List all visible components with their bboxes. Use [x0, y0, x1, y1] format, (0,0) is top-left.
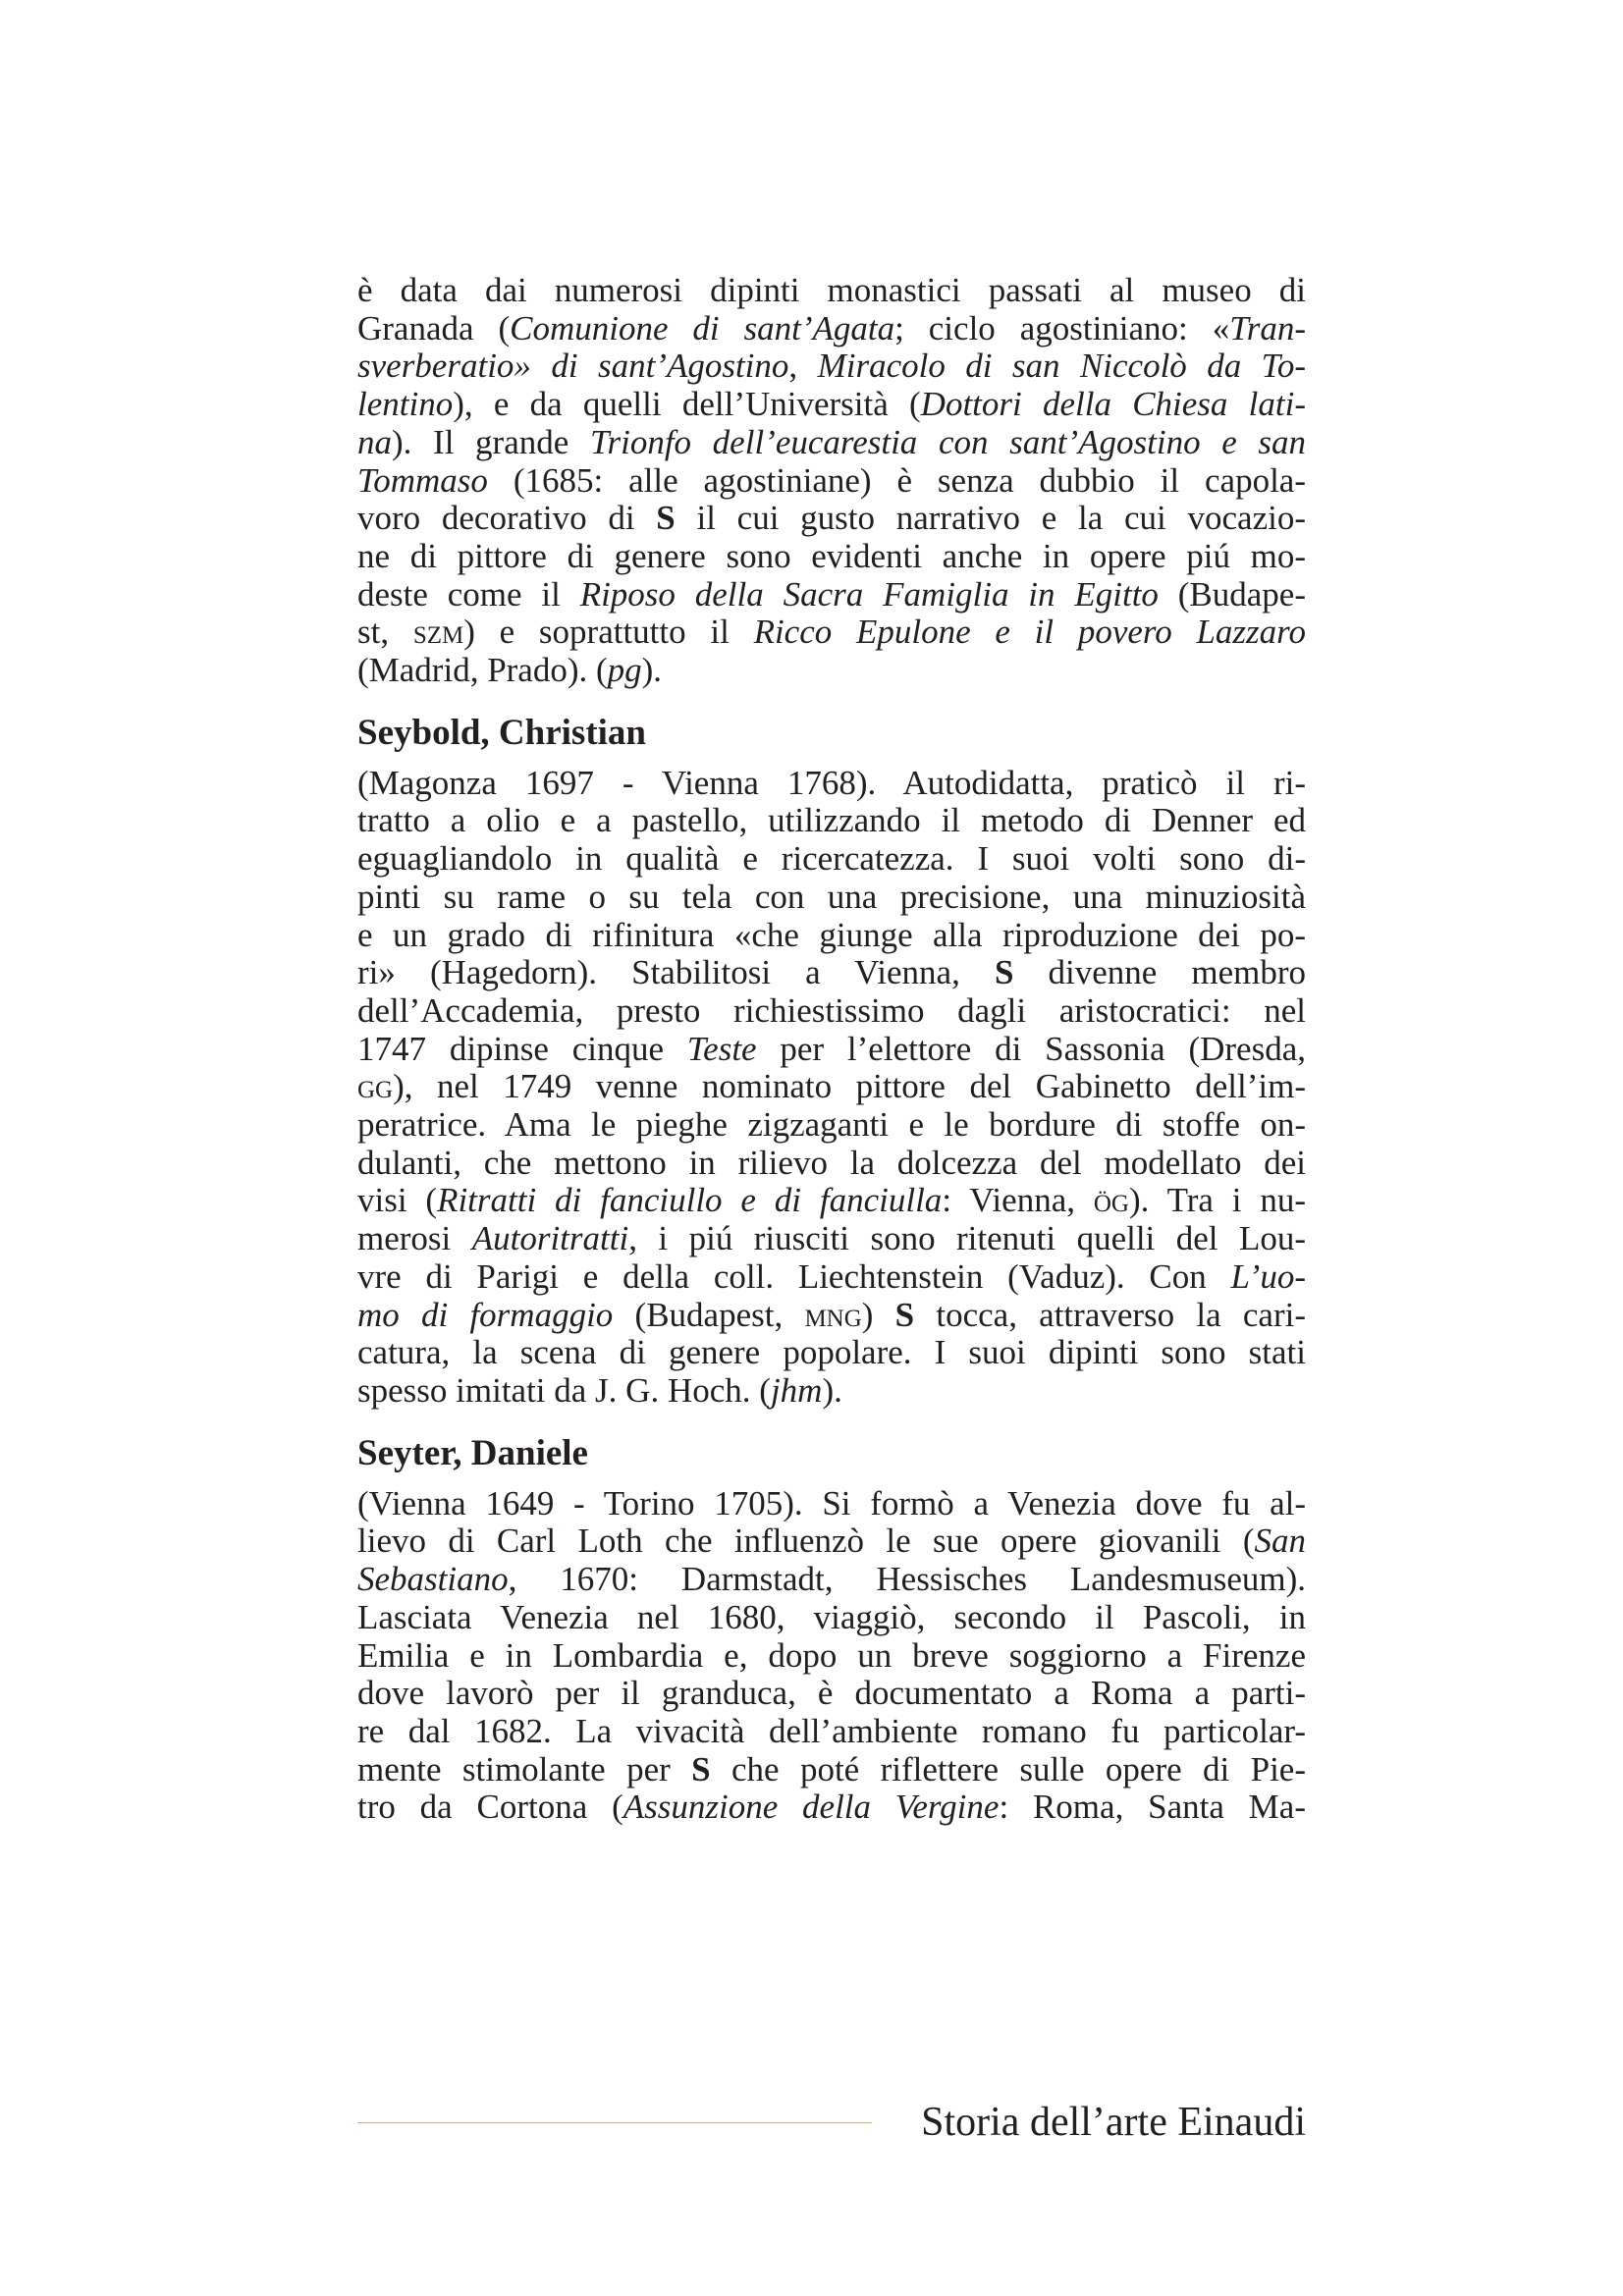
artwork-title: Dottori della Chiesa lati-: [920, 385, 1306, 424]
text-line: na). Il grande Trionfo dell’eucarestia con sant’Agostino e san: [357, 422, 1307, 461]
text-line: lentino), e da quelli dell’Università (Dottori della Chiesa lati-: [357, 385, 1306, 424]
artist-initial: S: [656, 499, 676, 538]
text-line: gg), nel 1749 venne nominato pittore del Gabinetto dell’im-: [357, 1067, 1306, 1106]
text-line: e un grado di rifinitura «che giunge alla riproduzione dei po-: [357, 915, 1306, 954]
text-column: [357, 272, 1306, 1827]
entry-heading: Seybold, Christian: [357, 712, 647, 753]
text-line: dulanti, che mettono in rilievo la dolcezza del modellato dei: [357, 1143, 1306, 1182]
museum-abbreviation: ög: [1093, 1181, 1129, 1220]
artwork-title: Assunzione della Vergine: [622, 1788, 1000, 1827]
text-line: merosi Autoritratti, i piú riusciti sono ritenuti quelli del Lou-: [357, 1219, 1306, 1258]
text-line: Granada (Comunione di sant’Agata; ciclo agostiniano: «Tran-: [357, 308, 1306, 347]
text-line: st, szm) e soprattutto il Ricco Epulone e il povero Lazzaro: [357, 613, 1306, 652]
text-line: pinti su rame o su tela con una precisione, una minuziosità: [357, 877, 1306, 916]
artist-initial: S: [691, 1749, 711, 1789]
author-initials: pg: [607, 651, 642, 690]
text-line: Emilia e in Lombardia e, dopo un breve soggiorno a Firenze: [357, 1635, 1306, 1675]
footer-rule: [357, 2122, 872, 2123]
text-line: dove lavorò per il granduca, è documentato a Roma a parti-: [357, 1674, 1306, 1713]
museum-abbreviation: gg: [357, 1067, 394, 1106]
text-line: catura, la scena di genere popolare. I suoi dipinti sono stati: [357, 1333, 1306, 1372]
text-line: (Magonza 1697 - Vienna 1768). Autodidatta, praticò il ri-: [357, 763, 1306, 802]
text-line: lievo di Carl Loth che influenzò le sue opere giovanili (San: [357, 1522, 1306, 1561]
artwork-title: Ricco Epulone e il povero Lazzaro: [753, 613, 1306, 652]
text-line: Lasciata Venezia nel 1680, viaggiò, secondo il Pascoli, in: [357, 1597, 1306, 1636]
footer-publication-title: Storia dell’arte Einaudi: [921, 2100, 1306, 2145]
text-line: ri» (Hagedorn). Stabilitosi a Vienna, S divenne membro: [357, 953, 1306, 992]
text-line: mente stimolante per S che poté riflettere sulle opere di Pie-: [357, 1749, 1306, 1789]
text-line: dell’Accademia, presto richiestissimo dagli aristocratici: nel: [357, 990, 1306, 1030]
artwork-title: Autoritratti: [471, 1219, 629, 1258]
artwork-title: mo di formaggio: [357, 1295, 614, 1334]
artwork-title: San: [1254, 1522, 1306, 1561]
text-line: visi (Ritratti di fanciullo e di fanciulla: Vienna, ög). Tra i nu-: [357, 1181, 1306, 1220]
text-line: (Vienna 1649 - Torino 1705). Si formò a Venezia dove fu al-: [357, 1483, 1306, 1522]
text-line: è data dai numerosi dipinti monastici passati al museo di: [357, 271, 1306, 309]
text-line: 1747 dipinse cinque Teste per l’elettore di Sassonia (Dresda,: [357, 1029, 1306, 1068]
text-line: sverberatio» di sant’Agostino, Miracolo di san Niccolò da To-: [357, 347, 1307, 386]
artwork-title: Teste: [686, 1029, 757, 1068]
artwork-title: Trionfo dell’eucarestia con sant’Agostino e san: [589, 422, 1307, 461]
text-line: voro decorativo di S il cui gusto narrativo e la cui vocazio-: [357, 499, 1306, 538]
text-line: Sebastiano, 1670: Darmstadt, Hessisches Landesmuseum).: [357, 1560, 1306, 1599]
artwork-title: Tommaso: [357, 460, 488, 500]
entry-body: [357, 765, 1306, 1411]
author-initials: jhm: [770, 1370, 823, 1410]
text-line: re dal 1682. La vivacità dell’ambiente romano fu particolar-: [357, 1711, 1306, 1750]
artwork-title: Miracolo di san Niccolò da To-: [817, 347, 1307, 386]
museum-abbreviation: mng: [804, 1295, 862, 1334]
artwork-title: na: [357, 422, 392, 461]
artwork-title: Ritratti di fanciullo e di fanciulla: [437, 1181, 943, 1220]
artwork-title: lentino: [357, 385, 454, 424]
text-line: eguagliandolo in qualità e ricercatezza. I suoi volti sono di-: [357, 839, 1306, 879]
text-line: Tommaso (1685: alle agostiniane) è senza dubbio il capola-: [357, 460, 1306, 500]
artwork-title: L’uo-: [1230, 1256, 1306, 1296]
entry-heading: Seyter, Daniele: [357, 1432, 588, 1473]
artwork-title: Tran-: [1229, 308, 1306, 347]
text-line: tratto a olio e a pastello, utilizzando il metodo di Denner ed: [357, 801, 1306, 840]
text-line: (Madrid, Prado). (pg).: [357, 651, 663, 690]
artwork-title: sverberatio» di sant’Agostino: [357, 347, 789, 386]
artwork-title: Riposo della Sacra Famiglia in Egitto: [579, 574, 1159, 614]
text-line: mo di formaggio (Budapest, mng) S tocca, attraverso la cari-: [357, 1295, 1306, 1334]
text-line: vre di Parigi e della coll. Liechtenstein (Vaduz). Con L’uo-: [357, 1256, 1306, 1296]
text-line: spesso imitati da J. G. Hoch. (jhm).: [357, 1370, 842, 1410]
entry-body: [357, 1485, 1306, 1827]
museum-abbreviation: szm: [412, 613, 464, 652]
artwork-title: Sebastiano: [357, 1560, 509, 1599]
text-line: deste come il Riposo della Sacra Famiglia in Egitto (Budape-: [357, 574, 1306, 614]
text-line: tro da Cortona (Assunzione della Vergine: Roma, Santa Ma-: [357, 1788, 1306, 1827]
intro-paragraph: [357, 272, 1306, 690]
artist-initial: S: [994, 953, 1014, 992]
text-line: peratrice. Ama le pieghe zigzaganti e le bordure di stoffe on-: [357, 1105, 1306, 1145]
text-line: ne di pittore di genere sono evidenti anche in opere piú mo-: [357, 536, 1306, 575]
artwork-title: Comunione di sant’Agata: [510, 308, 895, 347]
artist-initial: S: [894, 1295, 915, 1334]
